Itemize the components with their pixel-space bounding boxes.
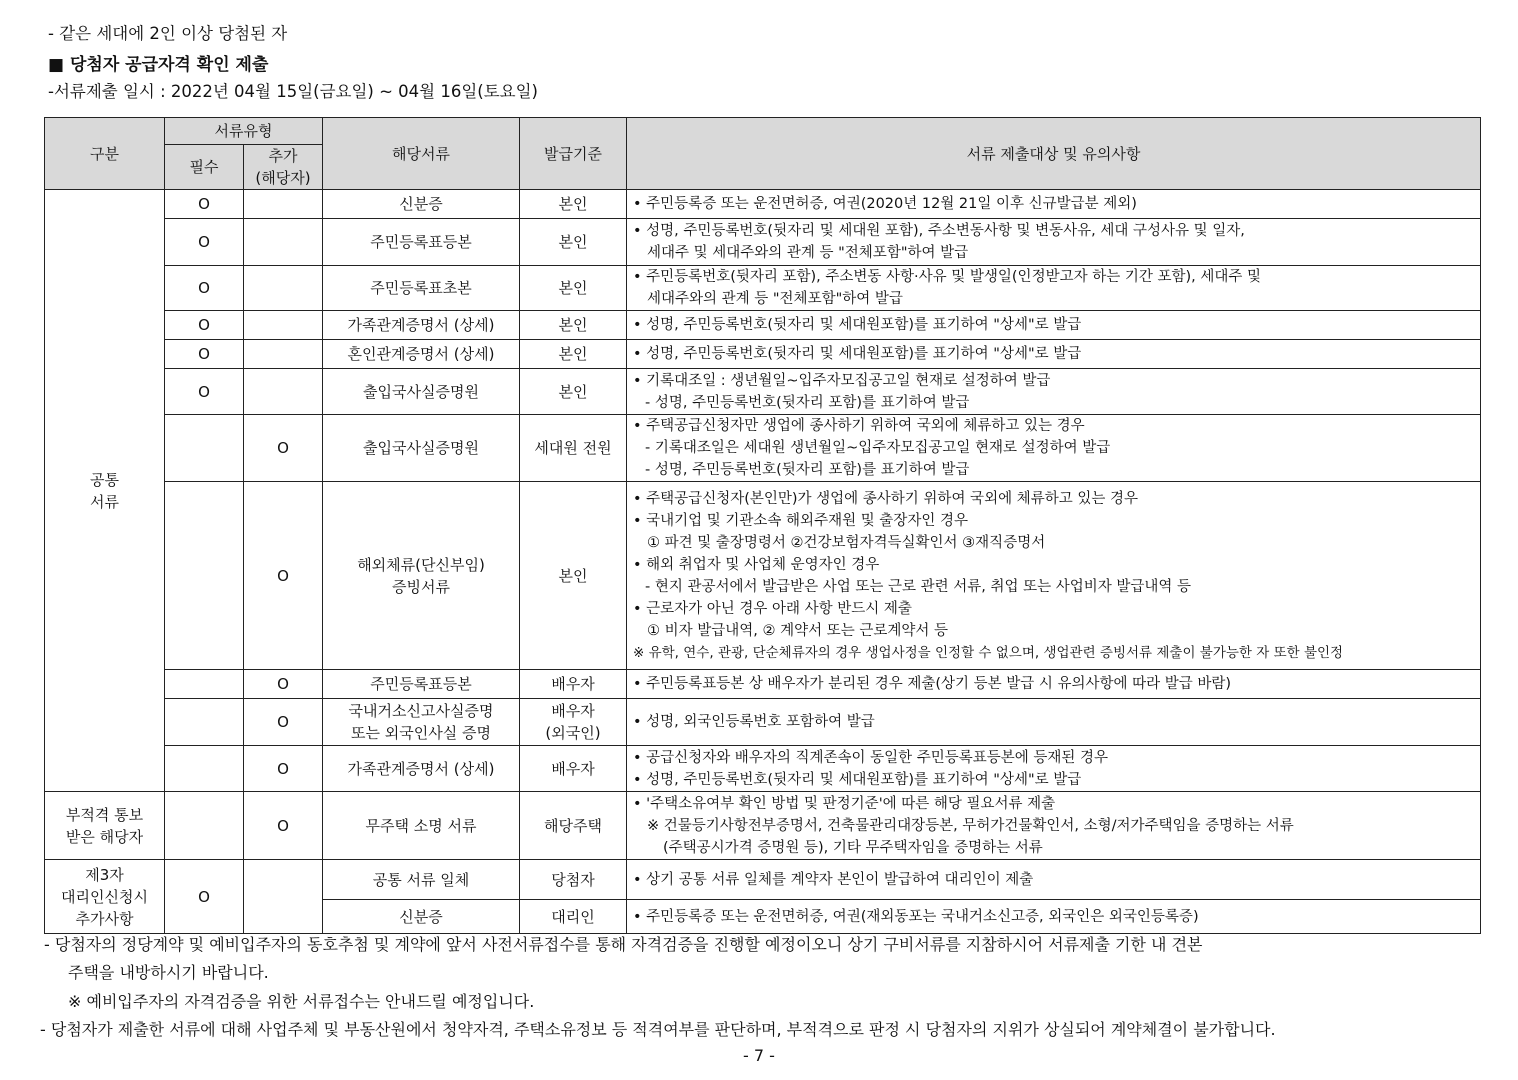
required-mark: O — [165, 340, 244, 369]
additional-mark: O — [244, 746, 323, 792]
table-row — [45, 266, 1481, 311]
additional-mark: O — [244, 792, 323, 860]
document-name: 무주택 소명 서류 — [323, 792, 520, 860]
table-row — [45, 792, 1481, 860]
issue-basis: 배우자 — [520, 670, 627, 699]
header-document: 해당서류 — [323, 118, 520, 190]
required-mark: O — [165, 311, 244, 340]
table-row — [45, 190, 1481, 219]
issue-basis: 본인 — [520, 340, 627, 369]
group-ineligible: 부적격 통보 받은 해당자 — [45, 792, 165, 860]
table-row — [45, 369, 1481, 415]
notes: • 주민등록번호(뒷자리 포함), 주소변동 사항·사유 및 발생일(인정받고자 하는 기간 포함), 세대주 및 세대주와의 관계 등 "전체포함"하여 발급 — [627, 266, 1481, 311]
documents-table — [44, 117, 1481, 934]
document-name: 해외체류(단신부임) 증빙서류 — [323, 482, 520, 670]
group-common: 공통 서류 — [45, 190, 165, 792]
intro-line: - 같은 세대에 2인 이상 당첨된 자 — [48, 24, 288, 43]
table-row — [45, 340, 1481, 369]
notes: • '주택소유여부 확인 방법 및 판정기준'에 따른 해당 필요서류 제출 ※ 건물등기사항전부증명서, 건축물관리대장등본, 무허가건물확인서, 소형/저가주택임을 증명하는 서류 (주택공시가격 증명원 등), 기타 무주택자임을 증명하는 서류 — [627, 792, 1481, 860]
notes: • 성명, 주민등록번호(뒷자리 및 세대원포함)를 표기하여 "상세"로 발급 — [627, 340, 1481, 369]
issue-basis: 본인 — [520, 311, 627, 340]
footer-note: ※ 예비입주자의 자격검증을 위한 서류접수는 안내드릴 예정입니다. — [68, 992, 535, 1011]
notes: • 상기 공통 서류 일체를 계약자 본인이 발급하여 대리인이 제출 — [627, 860, 1481, 900]
table-row — [45, 311, 1481, 340]
issue-basis: 본인 — [520, 219, 627, 266]
notes: • 주택공급신청자(본인만)가 생업에 종사하기 위하여 국외에 체류하고 있는 경우 • 국내기업 및 기관소속 해외주재원 및 출장자인 경우 ① 파견 및 출장명령서 ②건강보험자격득실확인서 ③재직증명서 • 해외 취업자 및 사업체 운영자인 경우 - 현지 관공서에서 발급받은 사업 또는 근로 관련 서류, 취업 또는 사업비자 발급내역 등 • 근로자가 아닌 경우 아래 사항 반드시 제출 ① 비자 발급내역, ② 계약서 또는 근로계약서 등 ※ 유학, 연수, 관광, 단순체류자의 경우 생업사정을 인정할 수 없으며, 생업관련 증빙서류 제출이 불가능한 자 또한 불인정 — [627, 482, 1481, 670]
notes: • 주택공급신청자만 생업에 종사하기 위하여 국외에 체류하고 있는 경우 - 기록대조일은 세대원 생년월일~입주자모집공고일 현재로 설정하여 발급 - 성명, 주민등록번호(뒷자리 포함)를 표기하여 발급 — [627, 415, 1481, 482]
document-name: 신분증 — [323, 190, 520, 219]
document-name: 가족관계증명서 (상세) — [323, 311, 520, 340]
page-number: - 7 - — [743, 1046, 775, 1065]
notes: • 주민등록증 또는 운전면허증, 여권(2020년 12월 21일 이후 신규발급분 제외) — [627, 190, 1481, 219]
notes: • 주민등록증 또는 운전면허증, 여권(재외동포는 국내거소신고증, 외국인은 외국인등록증) — [627, 900, 1481, 934]
additional-mark: O — [244, 482, 323, 670]
issue-basis: 당첨자 — [520, 860, 627, 900]
document-name: 국내거소신고사실증명 또는 외국인사실 증명 — [323, 699, 520, 746]
issue-basis: 세대원 전원 — [520, 415, 627, 482]
issue-basis: 해당주택 — [520, 792, 627, 860]
issue-basis: 대리인 — [520, 900, 627, 934]
table-row — [45, 415, 1481, 482]
issue-basis: 본인 — [520, 482, 627, 670]
submission-date: -서류제출 일시 : 2022년 04월 15일(금요일) ~ 04월 16일(토요일) — [48, 82, 538, 101]
document-name: 가족관계증명서 (상세) — [323, 746, 520, 792]
document-name: 공통 서류 일체 — [323, 860, 520, 900]
issue-basis: 본인 — [520, 190, 627, 219]
table-row — [45, 670, 1481, 699]
notes: • 성명, 주민등록번호(뒷자리 및 세대원포함)를 표기하여 "상세"로 발급 — [627, 311, 1481, 340]
group-proxy: 제3자 대리인신청시 추가사항 — [45, 860, 165, 934]
additional-mark: O — [244, 699, 323, 746]
notes: • 주민등록표등본 상 배우자가 분리된 경우 제출(상기 등본 발급 시 유의사항에 따라 발급 바람) — [627, 670, 1481, 699]
document-name: 혼인관계증명서 (상세) — [323, 340, 520, 369]
additional-mark: O — [244, 670, 323, 699]
document-name: 출입국사실증명원 — [323, 369, 520, 415]
issue-basis: 배우자 — [520, 746, 627, 792]
document-name: 주민등록표초본 — [323, 266, 520, 311]
notes: • 공급신청자와 배우자의 직계존속이 동일한 주민등록표등본에 등재된 경우 • 성명, 주민등록번호(뒷자리 및 세대원포함)를 표기하여 "상세"로 발급 — [627, 746, 1481, 792]
notes: • 성명, 외국인등록번호 포함하여 발급 — [627, 699, 1481, 746]
header-category: 구분 — [45, 118, 165, 190]
header-doc-type: 서류유형 — [165, 118, 323, 145]
table-row — [45, 219, 1481, 266]
header-additional: 추가 (해당자) — [244, 145, 323, 190]
footer-note: - 당첨자의 정당계약 및 예비입주자의 동호추첨 및 계약에 앞서 사전서류접수를 통해 자격검증을 진행할 예정이오니 상기 구비서류를 지참하시어 서류제출 기한 내 견본 — [44, 935, 1203, 954]
issue-basis: 배우자 (외국인) — [520, 699, 627, 746]
header-issue-basis: 발급기준 — [520, 118, 627, 190]
document-name: 신분증 — [323, 900, 520, 934]
required-mark: O — [165, 190, 244, 219]
table-row — [45, 482, 1481, 670]
table-row — [45, 746, 1481, 792]
notes: • 기록대조일 : 생년월일~입주자모집공고일 현재로 설정하여 발급 - 성명, 주민등록번호(뒷자리 포함)를 표기하여 발급 — [627, 369, 1481, 415]
notes: • 성명, 주민등록번호(뒷자리 및 세대원 포함), 주소변동사항 및 변동사유, 세대 구성사유 및 일자, 세대주 및 세대주와의 관계 등 "전체포함"하여 발급 — [627, 219, 1481, 266]
issue-basis: 본인 — [520, 369, 627, 415]
required-mark: O — [165, 266, 244, 311]
table-row — [45, 699, 1481, 746]
header-required: 필수 — [165, 145, 244, 190]
table-row — [45, 860, 1481, 900]
footer-note: 주택을 내방하시기 바랍니다. — [68, 963, 269, 982]
required-mark: O — [165, 860, 244, 934]
header-notes: 서류 제출대상 및 유의사항 — [627, 118, 1481, 190]
additional-mark: O — [244, 415, 323, 482]
issue-basis: 본인 — [520, 266, 627, 311]
footer-note: - 당첨자가 제출한 서류에 대해 사업주체 및 부동산원에서 청약자격, 주택소유정보 등 적격여부를 판단하며, 부적격으로 판정 시 당첨자의 지위가 상실되어 계약체결이 불가합니다. — [40, 1020, 1276, 1039]
required-mark: O — [165, 219, 244, 266]
document-name: 출입국사실증명원 — [323, 415, 520, 482]
section-heading: ■ 당첨자 공급자격 확인 제출 — [48, 55, 269, 75]
document-name: 주민등록표등본 — [323, 670, 520, 699]
required-mark: O — [165, 369, 244, 415]
document-name: 주민등록표등본 — [323, 219, 520, 266]
